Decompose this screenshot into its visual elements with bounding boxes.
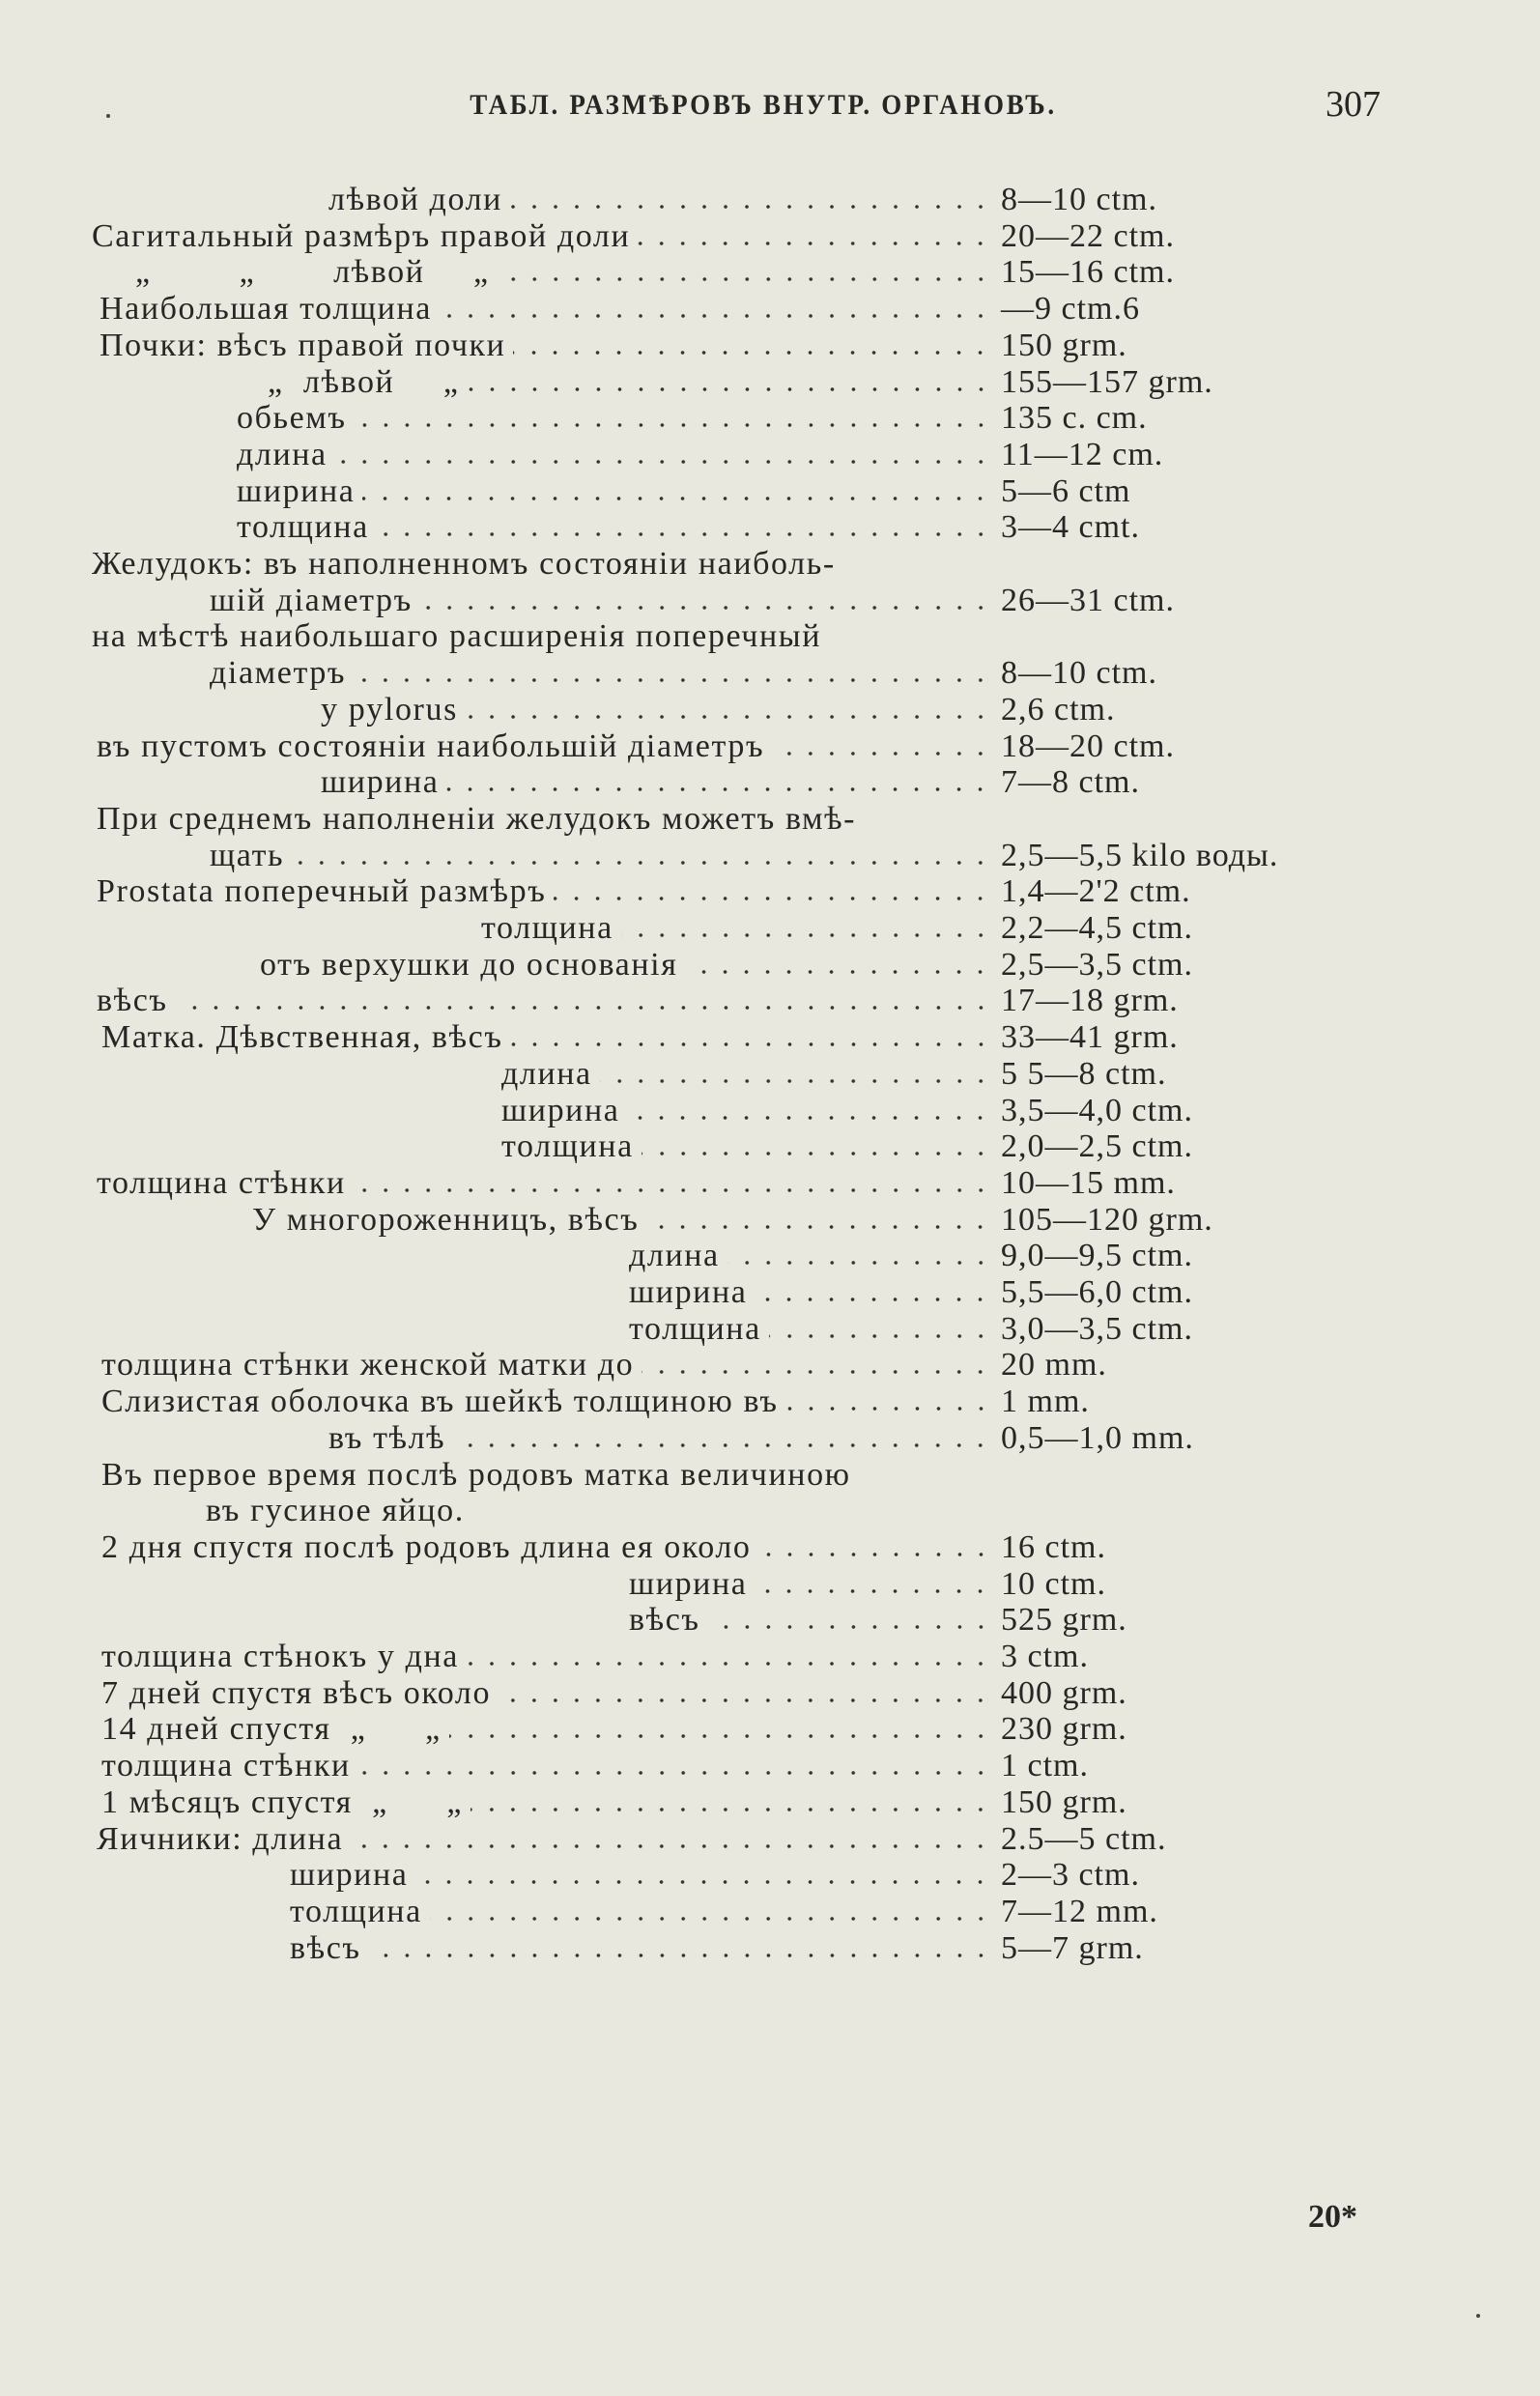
row-label: толщина стѣнки [97,1164,346,1201]
scan-speck [106,114,110,118]
row-value: 0,5—1,0 mm. [1001,1419,1194,1456]
dot-leader [471,1807,991,1812]
row-value: 2,5—5,5 kilo воды. [1001,837,1279,873]
table-row [101,1675,995,1712]
row-value: 2,2—4,5 ctm. [1001,910,1193,946]
row-value: 18—20 ctm. [1001,727,1175,764]
table-row [101,1784,995,1821]
row-label: отъ верхушки до основанiя [260,946,678,983]
table-row [92,546,836,583]
table-row [328,1420,995,1457]
dot-leader [453,1442,991,1448]
dot-leader [510,204,991,210]
dot-leader [511,1041,991,1047]
row-label: вѣсъ [629,1602,700,1639]
row-label: на мѣстѣ наибольшаго расширенiя поперечный [92,618,822,655]
row-label: толщина [237,509,369,546]
dot-leader [600,1078,991,1084]
table-row [101,1639,995,1675]
row-label: Матка. Дѣвственная, вѣсъ [101,1019,503,1056]
table-row [501,1093,995,1129]
page-number: 307 [1326,84,1381,125]
row-value: 150 grm. [1001,327,1127,363]
row-value: 1 ctm. [1001,1748,1089,1784]
table-row [501,1128,995,1165]
dot-leader [727,1260,991,1266]
row-label: У многороженницъ, вѣсъ [252,1201,640,1238]
row-value: 3 ctm. [1001,1639,1089,1674]
dot-leader [446,786,991,792]
table-row [101,1711,995,1748]
table-row [290,1857,995,1894]
row-label: Желудокъ: въ наполненномъ состоянiи наиболь- [92,546,836,582]
row-value: 20 mm. [1001,1347,1107,1383]
dot-leader [769,1333,991,1339]
row-value: 7—8 ctm. [1001,764,1140,801]
table-row [321,692,995,728]
row-value: 7—12 mm. [1001,1893,1158,1929]
row-value: 2,5—3,5 ctm. [1001,946,1193,983]
row-label: Въ первое время послѣ родовъ матка величиною [101,1456,851,1493]
row-label: толщина стѣнки женской матки до [101,1347,635,1383]
row-label: ширина [629,1274,748,1310]
dot-leader [292,860,991,866]
row-value: 1 mm. [1001,1383,1090,1420]
dot-leader [772,751,991,756]
table-row [97,801,856,838]
row-label: шiй дiаметръ [210,582,413,618]
row-value: 5 5—8 ctm. [1001,1055,1167,1092]
table-row [210,583,995,619]
dot-leader [440,313,991,319]
table-row [260,947,995,984]
dot-leader [759,1552,991,1557]
table-row [97,1165,995,1202]
row-label: длина [501,1055,592,1092]
table-row [629,1311,995,1348]
table-row [210,838,995,874]
row-label: ширина [290,1857,409,1894]
row-value: 150 grm. [1001,1783,1127,1820]
table-row [101,1529,995,1566]
row-label: дiаметръ [210,655,347,692]
row-label: Яичники: длина [97,1820,344,1857]
row-label: 14 дней спустя „ „ [101,1711,442,1748]
table-row [210,655,995,692]
dot-leader [351,1843,991,1849]
dot-leader [355,422,991,428]
row-value: 8—10 ctm. [1001,655,1157,692]
row-value: 8—10 ctm. [1001,182,1157,217]
dot-leader [498,276,991,282]
dot-leader [466,714,991,720]
row-value: 525 grm. [1001,1602,1127,1639]
dot-leader [786,1406,991,1412]
row-label: щать [210,837,285,873]
row-value: 33—41 grm. [1001,1019,1179,1056]
row-label: 2 дня спустя послѣ родовъ длина ея около [101,1528,752,1565]
table-row [481,910,995,947]
dot-leader [354,1187,991,1193]
row-label: Prostata поперечный размѣръ [97,873,547,910]
row-label: обьемъ [237,400,347,437]
row-value: 400 grm. [1001,1674,1127,1711]
table-row [252,1202,995,1239]
dot-leader [642,1369,991,1375]
row-label: толщина [629,1310,761,1347]
table-row [206,1493,465,1529]
row-value: 1,4—2'2 ctm. [1001,873,1191,910]
row-value: 3,0—3,5 ctm. [1001,1310,1193,1347]
table-row [321,764,995,801]
row-label: у pylorus [321,691,458,727]
table-row [328,182,995,218]
row-value: 17—18 grm. [1001,983,1179,1019]
dot-leader [755,1588,991,1594]
row-value: 3,5—4,0 ctm. [1001,1092,1193,1128]
table-row [237,400,995,437]
dot-leader [708,1624,991,1630]
dot-leader [377,531,991,537]
table-row [237,509,995,546]
table-row [629,1238,995,1274]
row-label: вѣсъ [97,983,168,1019]
table-row [97,728,995,765]
row-value: 5,5—6,0 ctm. [1001,1274,1193,1310]
table-row [237,437,995,473]
row-value: 9,0—9,5 ctm. [1001,1238,1193,1274]
row-value: 10—15 mm. [1001,1164,1176,1201]
table-row [92,218,995,255]
row-label: вѣсъ [290,1929,361,1966]
table-row [268,364,995,401]
dot-leader [415,1879,991,1885]
row-value: 3—4 cmt. [1001,509,1140,546]
running-header: ТАБЛ. РАЗМѢРОВЪ ВНУТР. ОРГАНОВЪ. [470,89,1057,121]
table-row [97,983,995,1019]
row-label: лѣвой доли [328,182,502,217]
row-label: толщина [290,1893,422,1929]
row-label: въ пустомъ состоянiи наибольшiй дiаметръ [97,727,765,764]
table-row [237,473,995,510]
dot-leader [755,1297,991,1302]
table-row [135,254,995,291]
row-label: Почки: вѣсъ правой почки [100,327,506,363]
dot-leader [362,496,991,501]
row-label: Сагитальный размѣръ правой доли [92,217,631,254]
row-value: 5—6 ctm [1001,472,1131,509]
row-value: 11—12 cm. [1001,436,1164,472]
row-label: 7 дней спустя вѣсъ около [101,1674,492,1711]
row-value: 15—16 ctm. [1001,254,1175,291]
dot-leader [468,386,991,392]
row-label: „ „ лѣвой „ [135,254,490,291]
scan-speck [1476,2314,1480,2318]
row-value: 2.5—5 ctm. [1001,1820,1167,1857]
table-row [100,291,995,328]
row-value: 2,6 ctm. [1001,691,1116,727]
row-value: 105—120 grm. [1001,1201,1213,1238]
dot-leader [627,1115,991,1121]
row-value: 5—7 grm. [1001,1929,1144,1966]
row-value: 20—22 ctm. [1001,217,1175,254]
row-label: длина [629,1238,720,1274]
table-row [101,1019,995,1056]
dot-leader [621,932,991,938]
row-label: толщина стѣнокъ у дна [101,1639,459,1674]
row-value: 2,0—2,5 ctm. [1001,1128,1193,1165]
dot-leader [638,241,991,246]
printer-signature: 20* [1308,2199,1357,2235]
table-row [101,1748,995,1784]
row-value: 155—157 grm. [1001,363,1213,400]
row-label: толщина стѣнки [101,1748,351,1784]
table-row [101,1457,851,1494]
row-label: ширина [629,1565,748,1602]
dot-leader [642,1151,991,1156]
dot-leader [554,896,991,901]
row-label: длина [237,436,328,472]
row-label: При среднемъ наполненiи желудокъ можетъ вмѣ- [97,800,857,837]
table-row [92,618,821,655]
row-label: Наибольшая толщина [100,291,432,328]
table-row [97,1821,995,1858]
row-value: 26—31 ctm. [1001,582,1175,618]
dot-leader [335,459,991,465]
row-label: 1 мѣсяцъ спустя „ „ [101,1783,464,1820]
dot-leader [499,1697,991,1703]
dot-leader [354,677,991,683]
table-row [290,1930,995,1967]
table-row [629,1602,995,1639]
row-label: толщина [481,910,613,946]
row-label: „ лѣвой „ [268,363,460,400]
row-value: 16 ctm. [1001,1528,1106,1565]
table-row [501,1056,995,1093]
row-label: Слизистая оболочка въ шейкѣ толщиною въ [101,1383,779,1420]
dot-leader [449,1733,991,1739]
row-label: въ тѣлѣ [328,1419,446,1456]
row-value: 2—3 ctm. [1001,1857,1140,1894]
dot-leader [685,969,991,975]
row-label: въ гусиное яйцо. [206,1493,465,1529]
table-row [100,328,995,364]
table-row [97,873,995,910]
table-row [290,1894,995,1930]
row-label: толщина [501,1128,634,1165]
row-label: ширина [321,764,440,801]
row-value: —9 ctm.6 [1001,291,1140,328]
row-label: ширина [501,1092,620,1128]
dot-leader [513,350,991,356]
table-row [101,1347,995,1383]
dot-leader [430,1916,991,1922]
table-row [629,1274,995,1311]
table-row [101,1383,995,1420]
row-label: ширина [237,472,356,509]
row-value: 230 grm. [1001,1711,1127,1748]
row-value: 10 ctm. [1001,1565,1106,1602]
dot-leader [420,605,991,611]
dot-leader [369,1953,991,1958]
dot-leader [467,1661,991,1667]
dot-leader [176,1005,991,1011]
table-row [629,1566,995,1603]
dot-leader [646,1224,991,1230]
row-value: 135 c. cm. [1001,400,1148,437]
dot-leader [358,1770,991,1776]
